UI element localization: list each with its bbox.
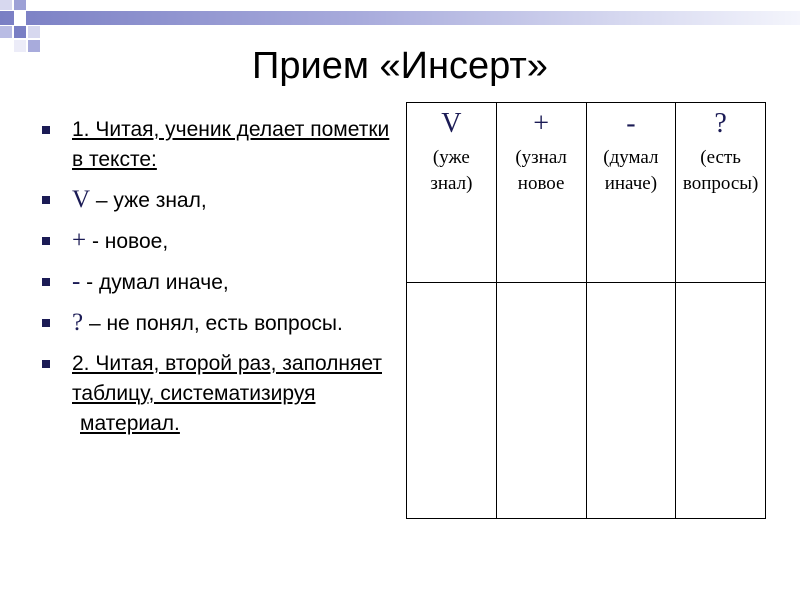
bullet-text: 1. Читая, ученик делает пометки в тексте: bbox=[72, 118, 390, 171]
table-cell[interactable] bbox=[407, 283, 497, 519]
decor-square bbox=[14, 26, 26, 38]
header-text: (узнал новое bbox=[515, 147, 567, 194]
header-gradient-bar bbox=[0, 11, 800, 25]
bullet-text: - новое, bbox=[86, 230, 169, 253]
bullet-text: – не понял, есть вопросы. bbox=[83, 312, 343, 335]
table-header-cell bbox=[586, 103, 676, 283]
table-header-cell bbox=[676, 103, 766, 283]
decor-square bbox=[28, 0, 40, 10]
decor-square bbox=[14, 11, 26, 25]
table-cell[interactable] bbox=[586, 283, 676, 519]
mark-symbol: - bbox=[72, 268, 81, 295]
list-item bbox=[40, 349, 390, 439]
list-item bbox=[40, 308, 390, 339]
list-item bbox=[40, 115, 390, 175]
bullet-text-continued: материал. bbox=[80, 412, 180, 435]
table-row bbox=[407, 283, 766, 519]
bullet-text: 2. Читая, второй раз, заполняет таблицу, систематизируя bbox=[72, 352, 382, 405]
list-item bbox=[40, 267, 390, 298]
table-cell[interactable] bbox=[496, 283, 586, 519]
bullet-text: - думал иначе, bbox=[80, 271, 229, 294]
mark-symbol: + bbox=[72, 227, 87, 254]
bullet-list bbox=[40, 115, 390, 449]
table-header-cell bbox=[407, 103, 497, 283]
decor-square bbox=[0, 26, 12, 38]
header-text: (есть вопросы) bbox=[682, 147, 759, 194]
slide-title: Прием «Инсерт» bbox=[252, 45, 548, 87]
decor-square bbox=[14, 0, 26, 10]
bullet-text: – уже знал, bbox=[90, 189, 207, 212]
decor-square bbox=[28, 26, 40, 38]
list-item bbox=[40, 226, 390, 257]
header-text: (уже знал) bbox=[430, 147, 473, 194]
table-header-cell bbox=[496, 103, 586, 283]
table-cell[interactable] bbox=[676, 283, 766, 519]
header-symbol: ? bbox=[714, 108, 727, 139]
mark-symbol: V bbox=[72, 186, 91, 213]
header-symbol: V bbox=[441, 108, 462, 139]
mark-symbol: ? bbox=[72, 309, 84, 336]
header-text: (думал иначе) bbox=[603, 147, 659, 194]
header-symbol: + bbox=[533, 108, 550, 139]
list-item bbox=[40, 185, 390, 216]
header-symbol: - bbox=[626, 108, 636, 139]
decor-square bbox=[0, 0, 12, 10]
insert-table bbox=[406, 102, 766, 519]
table-header-row bbox=[407, 103, 766, 283]
